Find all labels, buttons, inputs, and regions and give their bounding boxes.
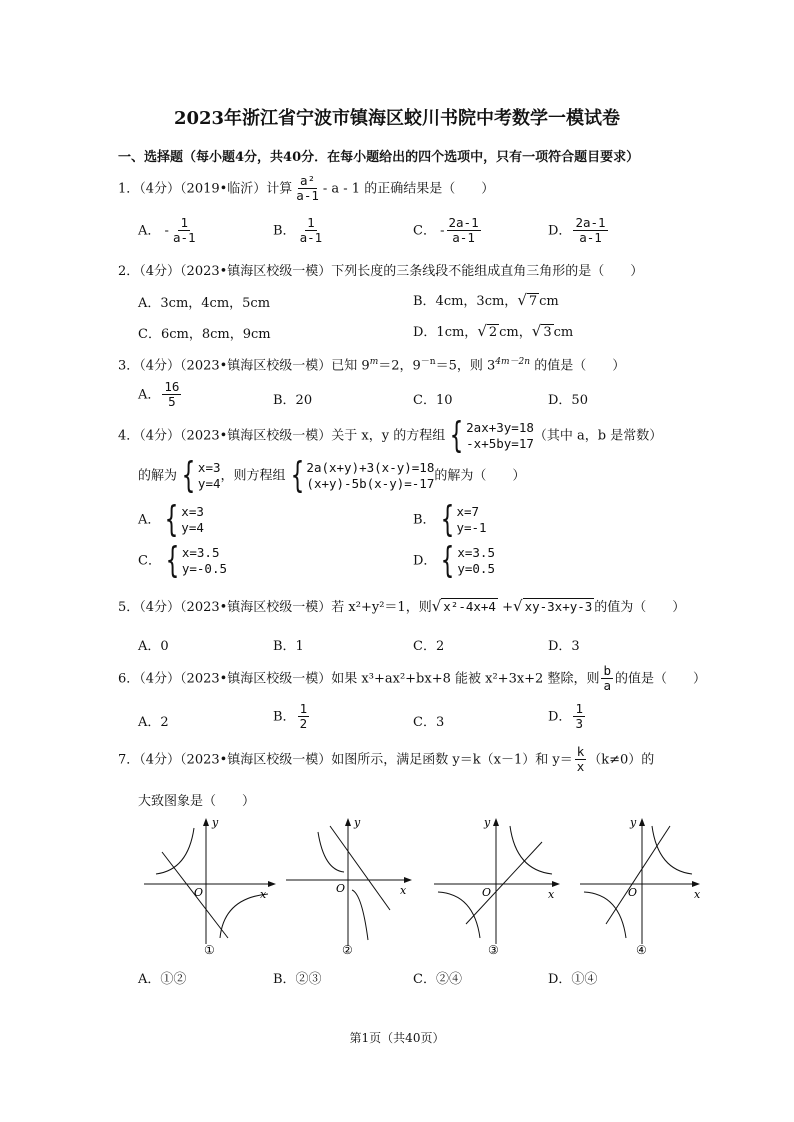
- q3-option-c: C．10: [413, 393, 453, 408]
- question-4-stem: 4．（4分）（2023•镇海区校级一模）关于 x，y 的方程组 { 2ax+3y=18 -x+5by=17 （其中 a，b 是常数）: [118, 415, 663, 456]
- svg-text:x: x: [400, 884, 407, 897]
- page-footer: 第1页（共40页）: [349, 1031, 445, 1045]
- q4-line-2: 的解为 { x=3 y=4 ，则方程组 { 2a(x+y)+3(x-y)=18 (x+y)-5b(x-y)=-17 的解为（ ）: [138, 455, 526, 496]
- q3-option-b: B．20: [273, 393, 313, 408]
- q5-option-d: D．3: [548, 639, 580, 654]
- section-heading: 一、选择题（每小题4分，共40分．在每小题给出的四个选项中，只有一项符合题目要求）: [118, 150, 640, 165]
- q7-option-d: D．①④: [548, 972, 598, 987]
- q4-option-a: A． { x=3 y=4: [138, 499, 204, 540]
- q6-option-d: D． $\frac{1}{3}$: [548, 701, 583, 732]
- q7-option-b: B．②③: [273, 972, 322, 987]
- graph-2: [282, 812, 422, 960]
- svg-text:O: O: [194, 886, 204, 899]
- q7-option-c: C．②④: [413, 972, 462, 987]
- svg-text:x: x: [548, 888, 555, 901]
- q6-option-b: B． $\frac{1}{2}$: [273, 701, 308, 732]
- q2-option-c: C．6cm，8cm，9cm: [138, 327, 271, 342]
- q1-prefix: 1．（4分）（2019•临沂）计算: [118, 181, 293, 197]
- svg-text:③: ③: [488, 943, 499, 957]
- graph-1: [140, 812, 280, 960]
- svg-text:④: ④: [636, 943, 647, 957]
- svg-text:y: y: [630, 816, 637, 829]
- svg-text:y: y: [212, 816, 219, 829]
- q4-option-b: B． { x=7 y=-1: [413, 499, 487, 540]
- q2-option-a: A．3cm，4cm，5cm: [138, 296, 271, 311]
- q2-option-b: B．4cm，3cm，√ 7 cm: [413, 291, 559, 309]
- question-5-stem: 5．（4分）（2023•镇海区校级一模）若 x²+y²＝1，则√ x²-4x+4 +√ xy-3x+y-3 的值为（ ）: [118, 597, 686, 615]
- svg-text:②: ②: [342, 943, 353, 957]
- graph-4: [576, 812, 716, 960]
- q5-option-c: C．2: [413, 639, 445, 654]
- question-1-stem: [118, 174, 494, 204]
- q7-line-2: 大致图象是（ ）: [138, 794, 256, 809]
- q3-option-d: D．50: [548, 393, 588, 408]
- q7-option-a: A．①②: [138, 972, 187, 987]
- q4-option-d: D． { x=3.5 y=0.5: [413, 540, 495, 581]
- q6-option-a: A．2: [138, 715, 169, 730]
- question-7-stem: 7．（4分）（2023•镇海区校级一模）如图所示，满足函数 y＝k（x－1）和 y＝ $\frac{k}{x}$ （k≠0）的: [118, 744, 655, 775]
- q4-option-c: C． { x=3.5 y=-0.5: [138, 540, 228, 581]
- page-title: 2023年浙江省宁波市镇海区蛟川书院中考数学一模试卷: [173, 108, 621, 129]
- question-6-stem: 6．（4分）（2023•镇海区校级一模）如果 x³+ax²+bx+8 能被 x²+3x+2 整除，则 $\frac{b}{a}$ 的值是（ ）: [118, 663, 707, 694]
- q1-option-d: D． $\frac{2a-1}{a-1}$: [548, 215, 606, 246]
- q1-fraction: $\frac{\text{a²}}{a-1}$: [296, 173, 319, 204]
- q5-option-a: A．0: [138, 639, 169, 654]
- question-3-stem: 3．（4分）（2023•镇海区校级一模）已知 $9^m=2$，$9^{-n}=5$，则 $3^{4m-2n}$ 的值是（ ）: [118, 357, 626, 374]
- question-2-stem: 2．（4分）（2023•镇海区校级一模）下列长度的三条线段不能组成直角三角形的是（ ）: [118, 264, 644, 279]
- q5-option-b: B．1: [273, 639, 304, 654]
- svg-text:O: O: [628, 886, 638, 899]
- q1-suffix: - a - 1 的正确结果是（ ）: [322, 181, 495, 197]
- q6-option-c: C．3: [413, 715, 445, 730]
- svg-text:y: y: [354, 816, 361, 829]
- svg-text:O: O: [336, 882, 346, 895]
- q1-option-a: A． - $\frac{1}{a-1}$: [138, 215, 196, 246]
- q2-option-d: D．1cm，√ 2 cm，√ 3 cm: [413, 322, 574, 340]
- q3-option-a: A． $\frac{16}{5}$: [138, 379, 180, 410]
- graph-3: [430, 812, 570, 960]
- svg-text:①: ①: [204, 943, 215, 957]
- q1-option-c: C． - $\frac{2a-1}{a-1}$: [413, 215, 479, 246]
- svg-text:O: O: [482, 886, 492, 899]
- svg-text:x: x: [694, 888, 701, 901]
- q1-option-b: B． $\frac{1}{a-1}$: [273, 215, 323, 246]
- svg-text:y: y: [484, 816, 491, 829]
- svg-text:x: x: [260, 888, 267, 901]
